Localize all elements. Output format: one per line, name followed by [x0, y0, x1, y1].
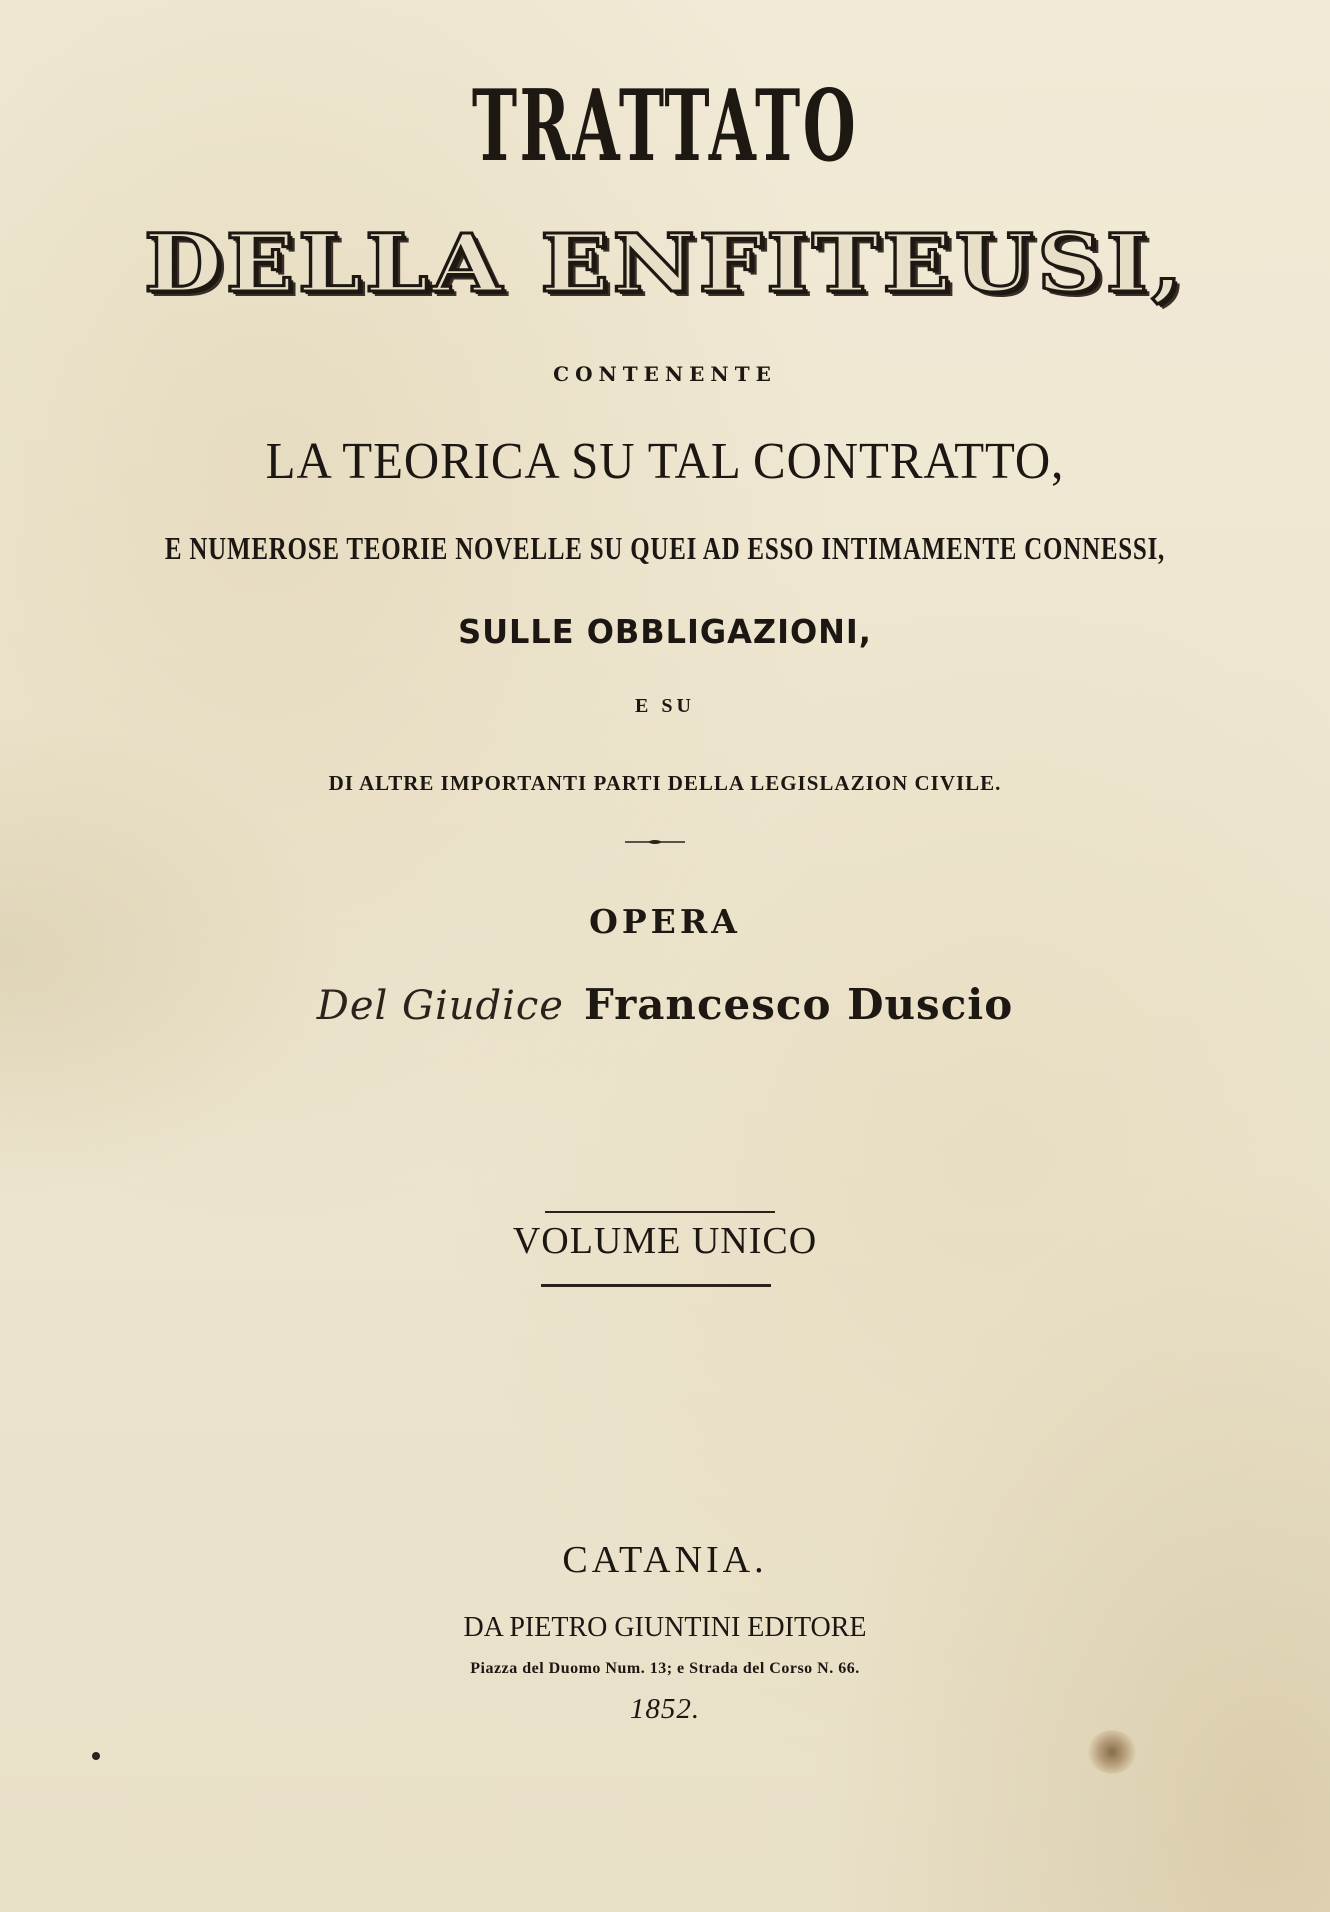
subtitle-altre-parti: DI ALTRE IMPORTANTI PARTI DELLA LEGISLAZION CIVILE. [328, 771, 1002, 795]
title-line-1: TRATTATO [471, 69, 859, 184]
ink-speck [92, 1752, 100, 1760]
imprint-year: 1852. [629, 1693, 701, 1725]
volume-label: VOLUME UNICO [512, 1220, 818, 1262]
opera-label: OPERA [589, 902, 741, 941]
subtitle-numerose: E NUMEROSE TEORIE NOVELLE SU QUEI AD ESSO INTIMAMENTE CONNESSI, [164, 530, 1166, 566]
subtitle-contenente: CONTENENTE [553, 362, 777, 386]
imprint-address: Piazza del Duomo Num. 13; e Strada del Corso N. 66. [470, 1660, 860, 1677]
subtitle-e-su: E SU [635, 695, 695, 717]
volume-rule-bottom [541, 1284, 771, 1287]
subtitle-teorica: LA TEORICA SU TAL CONTRATTO, [265, 433, 1065, 490]
author-prefix: Del Giudice [316, 983, 564, 1029]
author-name: Francesco Duscio [583, 980, 1014, 1029]
ornamental-rule-icon [625, 840, 685, 844]
volume-rule-top [545, 1211, 775, 1213]
imprint-publisher: DA PIETRO GIUNTINI EDITORE [463, 1612, 867, 1643]
subtitle-sulle-obbligazioni: SULLE OBBLIGAZIONI, [458, 612, 872, 651]
paper-stain [1088, 1730, 1136, 1774]
author-line [0, 980, 1330, 1029]
title-line-2: DELLA ENFITEUSI, [143, 216, 1187, 310]
imprint-city: CATANIA. [562, 1539, 768, 1581]
